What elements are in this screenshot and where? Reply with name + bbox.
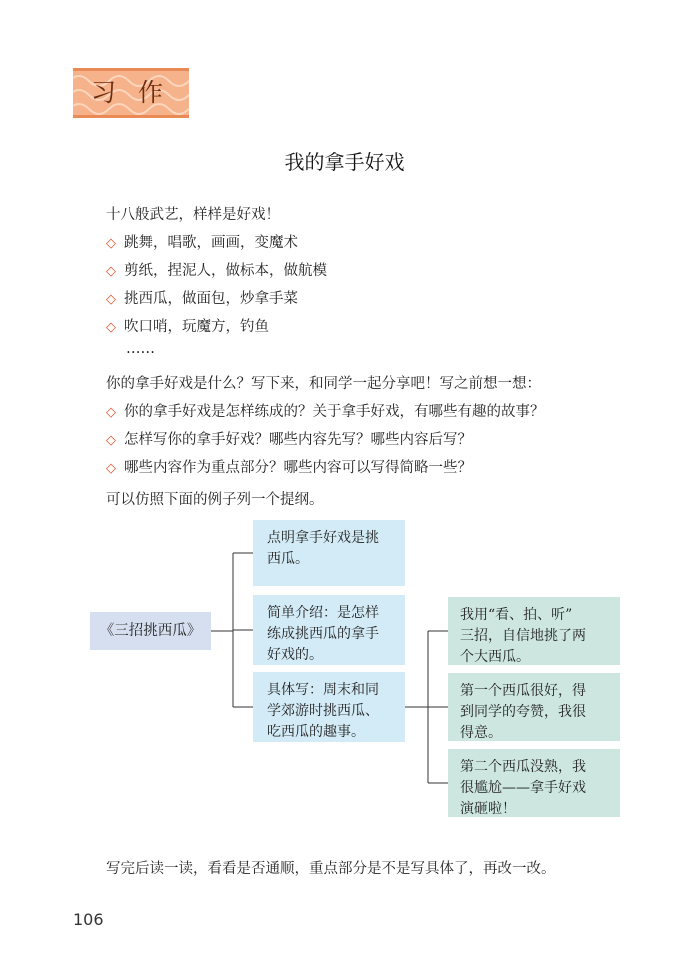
example-item: ◇ 跳舞，唱歌，画画，变魔术 <box>106 235 298 251</box>
outline-level1-box: 简单介绍：是怎样 练成挑西瓜的拿手 好戏的。 <box>253 595 405 665</box>
diamond-icon: ◇ <box>106 433 116 448</box>
page-number: 106 <box>73 910 104 929</box>
example-item: ◇ 吹口哨，玩魔方，钓鱼 <box>106 319 269 335</box>
diamond-icon: ◇ <box>106 320 116 335</box>
outline-level1-box: 点明拿手好戏是挑 西瓜。 <box>253 520 405 586</box>
outline-level2-box: 我用“看、拍、听” 三招，自信地挑了两 个大西瓜。 <box>448 597 620 665</box>
question-item: ◇ 你的拿手好戏是怎样练成的？关于拿手好戏，有哪些有趣的故事？ <box>106 404 545 420</box>
outline-level2-box: 第二个西瓜没熟，我 很尴尬——拿手好戏 演砸啦！ <box>448 749 620 817</box>
example-item: ◇ 剪纸，捏泥人，做标本，做航模 <box>106 263 327 279</box>
diamond-icon: ◇ <box>106 405 116 420</box>
example-item: ◇ 挑西瓜，做面包，炒拿手菜 <box>106 291 298 307</box>
diamond-icon: ◇ <box>106 264 116 279</box>
outline-level1-box: 具体写：周末和同 学郊游时挑西瓜、 吃西瓜的趣事。 <box>253 672 405 742</box>
prompt-text: 你的拿手好戏是什么？写下来，和同学一起分享吧！写之前想一想： <box>106 376 541 392</box>
page-title: 我的拿手好戏 <box>284 150 405 174</box>
question-item: ◇ 怎样写你的拿手好戏？哪些内容先写？哪些内容后写？ <box>106 432 472 448</box>
outline-instruction: 可以仿照下面的例子列一个提纲。 <box>106 492 324 508</box>
closing-text: 写完后读一读，看看是否通顺，重点部分是不是写具体了，再改一改。 <box>106 861 556 877</box>
ellipsis: …… <box>126 341 155 357</box>
diamond-icon: ◇ <box>106 461 116 476</box>
diamond-icon: ◇ <box>106 292 116 307</box>
intro-text: 十八般武艺，样样是好戏！ <box>106 207 280 223</box>
section-badge-label: 习作 <box>90 78 185 107</box>
outline-root-box: 《三招挑西瓜》 <box>90 612 211 650</box>
question-item: ◇ 哪些内容作为重点部分？哪些内容可以写得简略一些？ <box>106 460 472 476</box>
outline-level2-box: 第一个西瓜很好，得 到同学的夸赞，我很 得意。 <box>448 673 620 741</box>
diamond-icon: ◇ <box>106 236 116 251</box>
